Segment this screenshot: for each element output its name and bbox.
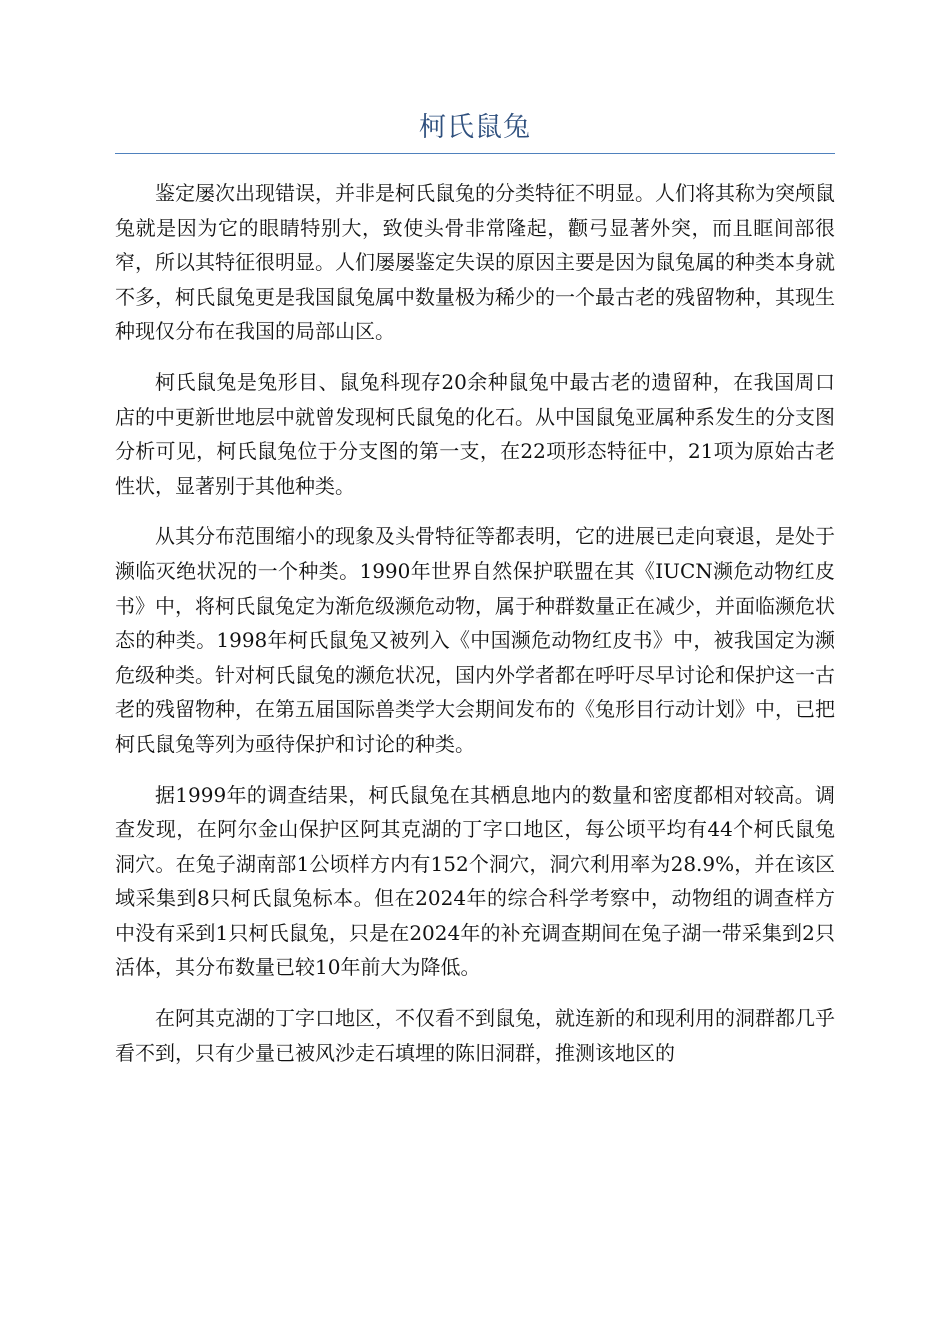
title-underline [115,153,835,154]
page-title: 柯氏鼠兔 [419,112,531,143]
paragraph-2: 柯氏鼠兔是兔形目、鼠兔科现存20余种鼠兔中最古老的遗留种，在我国周口店的中更新世地层中就曾发现柯氏鼠兔的化石。从中国鼠兔亚属种系发生的分支图分析可见，柯氏鼠兔位于分支图的第一支，在22项形态特征中，21项为原始古老性状，显著别于其他种类。 [115,369,835,498]
paragraph-1: 鉴定屡次出现错误，并非是柯氏鼠兔的分类特征不明显。人们将其称为突颅鼠兔就是因为它的眼睛特别大，致使头骨非常隆起，颧弓显著外突，而且眶间部很窄，所以其特征很明显。人们屡屡鉴定失误的原因主要是因为鼠兔属的种类本身就不多，柯氏鼠兔更是我国鼠兔属中数量极为稀少的一个最古老的残留物种，其现生种现仅分布在我国的局部山区。 [115,181,835,344]
paragraph-5: 在阿其克湖的丁字口地区，不仅看不到鼠兔，就连新的和现利用的洞群都几乎看不到，只有少量已被风沙走石填埋的陈旧洞群，推测该地区的 [115,1006,835,1065]
paragraph-3: 从其分布范围缩小的现象及头骨特征等都表明，它的进展已走向衰退，是处于濒临灭绝状况的一个种类。1990年世界自然保护联盟在其《IUCN濒危动物红皮书》中，将柯氏鼠兔定为渐危级濒危动物，属于种群数量正在减少，并面临濒危状态的种类。1998年柯氏鼠兔又被列入《中国濒危动物红皮书》中，被我国定为濒危级种类。针对柯氏鼠兔的濒危状况，国内外学者都在呼吁尽早讨论和保护这一古老的残留物种，在第五届国际兽类学大会期间发布的《兔形目行动计划》中，已把柯氏鼠兔等列为亟待保护和讨论的种类。 [115,524,835,756]
document-body [115,176,835,1086]
paragraph-4: 据1999年的调查结果，柯氏鼠兔在其栖息地内的数量和密度都相对较高。调查发现，在阿尔金山保护区阿其克湖的丁字口地区，每公顷平均有44个柯氏鼠兔洞穴。在兔子湖南部1公顷样方内有152个洞穴，洞穴利用率为28.9%，并在该区域采集到8只柯氏鼠兔标本。但在2024年的综合科学考察中，动物组的调查样方中没有采到1只柯氏鼠兔，只是在2024年的补充调查期间在兔子湖一带采集到2只活体，其分布数量已较10年前大为降低。 [115,782,835,980]
